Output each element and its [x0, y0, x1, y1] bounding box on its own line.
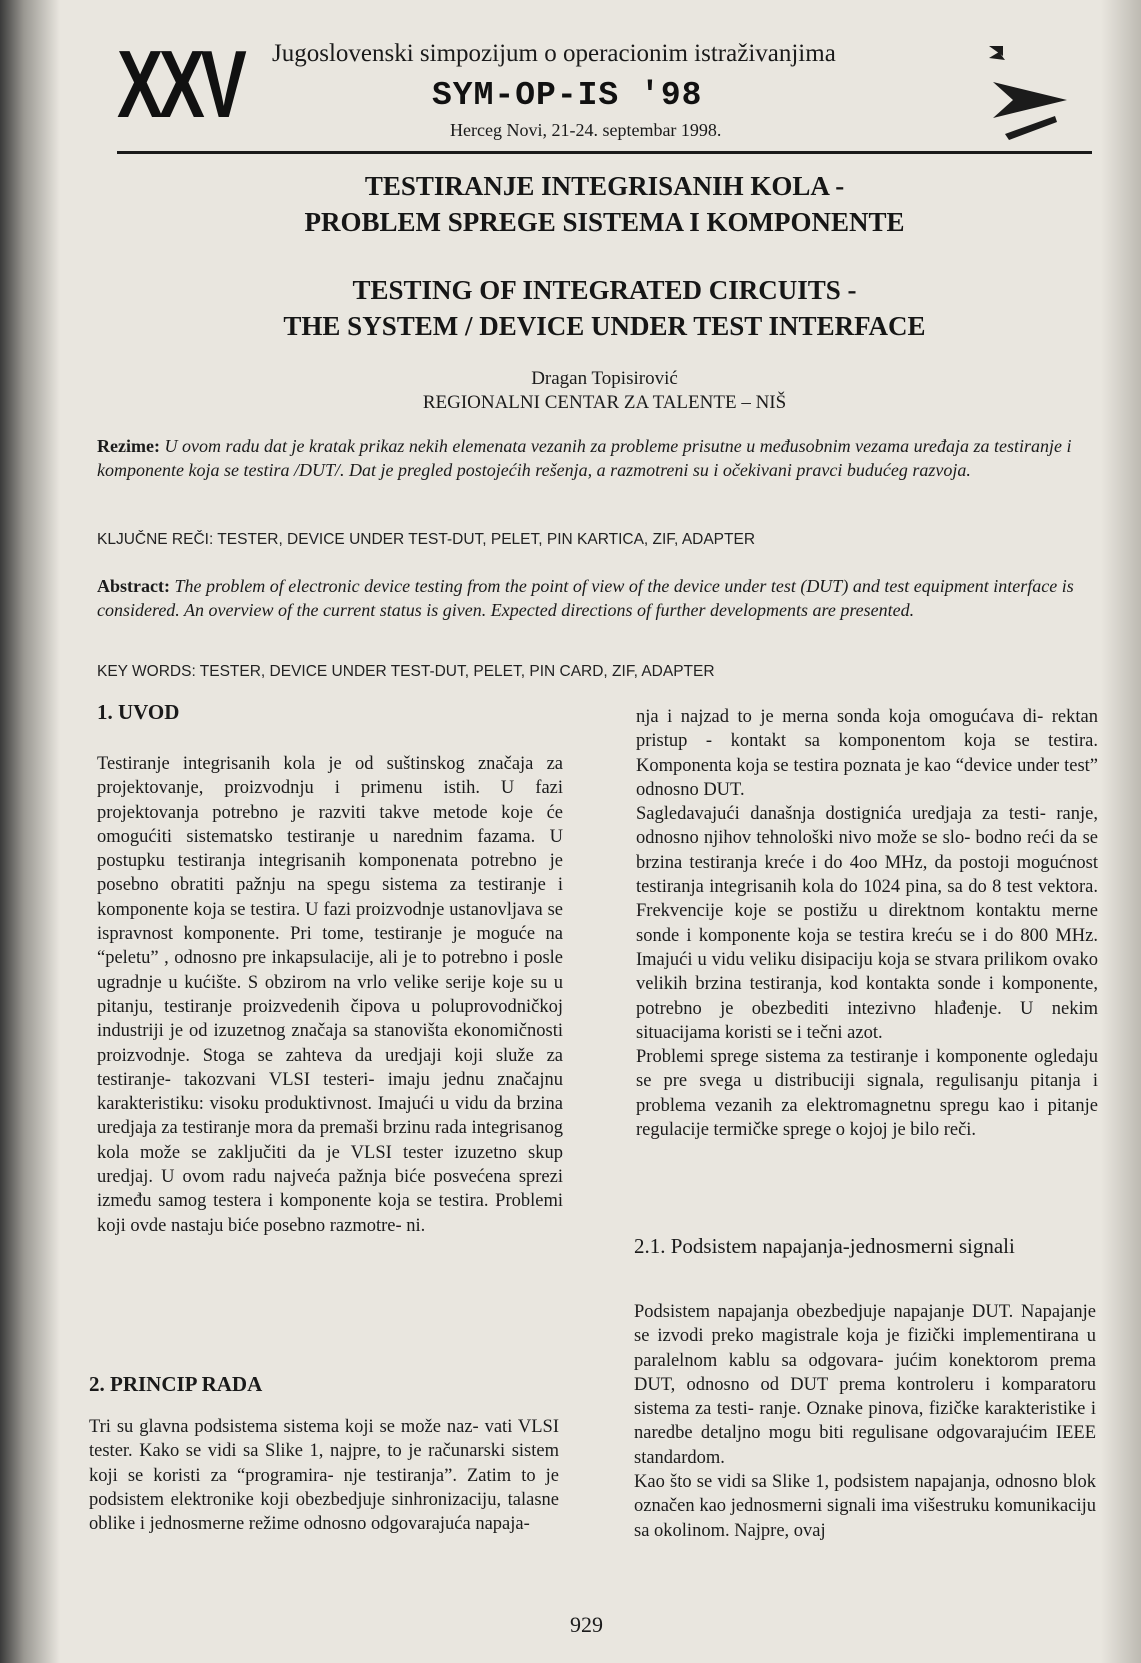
title-en-line2: THE SYSTEM / DEVICE UNDER TEST INTERFACE — [283, 311, 926, 341]
conference-logo-text: XXV — [117, 31, 243, 138]
section-1-paragraph: Testiranje integrisanih kola je od suštinskog značaja za projektovanje, proizvodnju i primenu istih. U fazi projektovanja potrebno je razviti takve metode koje će omogućiti sistematsko testiranje u narednim fazama. U postupku testiranja integrisanih komponenata potrebno je posebno obratiti pažnju na spegu sistema za testiranje i komponente koja se testira. U fazi proizvodnje ustanovljava se ispravnost komponente. Pri tome, testiranje je moguće na “peletu” , odnosno pre inkapsulacije, ali je to potrebno i posle ugradnje u kućište. S obzirom na vrlo velike serije koje su u pitanju, testiranje proizvedenih čipova u poluprovodničkoj industriji je od izuzetnog značaja sa stanovišta ekonomičnosti proizvodnje. Stoga se zahteva da uredjaji koji služe za testiranje- takozvani VLSI testeri- imaju jednu značajnu karakteristiku: visoku produktivnost. Imajući u vidu da brzina uredjaja za testiranje mora da premaši brzinu rada integrisanog kola može se zaključiti da je VLSI tester izuzetno skup uredjaj. U ovom radu najveća pažnja biće posvećena sprezi između samog testera i komponente koja se testira. Problemi koji ovde nastaju biće posebno razmotre- ni. — [97, 754, 563, 1236]
section-2-heading: 2. PRINCIP RADA — [89, 1372, 263, 1396]
author-name: Dragan Topisirović — [531, 368, 678, 389]
conference-place-date: Herceg Novi, 21-24. septembar 1998. — [450, 120, 722, 140]
right-paragraph-1: nja i najzad to je merna sonda koja omogućava di- rektan pristup - kontakt sa komponentom koja se testira. Komponenta koja se testira poznata je kao “device under test” odnosno DUT. — [636, 707, 1098, 800]
abstract-paragraph — [97, 574, 1087, 622]
right-paragraph-4: Podsistem napajanja obezbedjuje napajanje DUT. Napajanje se izvodi preko magistrale koja je fizički implementirana u paralelnom kablu sa odgovara- jućim konektorom prema DUT, odnosno od DUT prema kontroleru i komparatoru sistema za testi- ranje. Oznake pinova, fizičke karakteristike i naredbe detaljno mogu biti regulisane odgovarajućim IEEE standardom. — [634, 1302, 1096, 1468]
rezime-paragraph — [97, 434, 1087, 482]
conference-acronym: SYM-OP-IS '98 — [432, 77, 703, 114]
abstract-label: Abstract: — [97, 576, 170, 596]
page-number: 929 — [570, 1612, 603, 1637]
right-column-body-bottom — [634, 1300, 1096, 1543]
rezime-label: Rezime: — [97, 436, 160, 456]
section-2-paragraph: Tri su glavna podsistema sistema koji se može naz- vati VLSI tester. Kako se vidi sa Slike 1, najpre, to je računarski sistem koji se koristi za “programira- nje testiranja”. Zatim to je podsistem elektronike koji obezbedjuje sinhronizaciju, talasne oblike i jednosmerne režime odnosno odgovarajuća napaja- — [89, 1417, 559, 1535]
title-sr-line2: PROBLEM SPREGE SISTEMA I KOMPONENTE — [304, 207, 905, 237]
right-paragraph-2: Sagledavajući današnja dostignića uredjaja za testi- ranje, odnosno njihov tehnološki nivo može se slo- bodno reći da se brzina testiranja kreće i do 4oo MHz, da postoji mogućnost testiranja integrisanih kola do 1024 pina, sa do 8 test vektora. Frekvencije koje se postižu u direktnom kontaktu merne sonde i komponente koja se testira kreću se i do 800 MHz. Imajući u vidu veliku disipaciju koja se stvara prilikom ovako velikih brzina testiranja, kod kontakta sonde i komponente, potrebno je obezbediti intezivno hlađenje. U nekim situacijama koristi se i tečni azot. — [636, 804, 1098, 1043]
subsection-2-1-heading: 2.1. Podsistem napajanja-jednosmerni signali — [634, 1234, 1015, 1258]
abstract-text: The problem of electronic device testing from the point of view of the device under test (DUT) and test equipment interface is considered. An overview of the current status is given. Expected directions of further developments are presented. — [97, 576, 1074, 620]
rezime-text: U ovom radu dat je kratak prikaz nekih elemenata vezanih za probleme prisutne u međusobnim vezama uređaja za testiranje i komponente koja se testira /DUT/. Dat je pregled postojećih rešenja, a razmotreni su i očekivani pravci budućeg razvoja. — [97, 436, 1072, 480]
header-rule — [117, 151, 1092, 154]
title-en-line1: TESTING OF INTEGRATED CIRCUITS - — [352, 275, 857, 305]
conference-name: Jugoslovenski simpozijum o operacionim istraživanjima — [272, 40, 836, 67]
right-paragraph-5: Kao što se vidi sa Slike 1, podsistem napajanja, odnosno blok označen kao jednosmerni signali ima višestruku komunikaciju sa okolinom. Najpre, ovaj — [634, 1472, 1096, 1541]
keywords-sr: KLJUČNE REČI: TESTER, DEVICE UNDER TEST-DUT, PELET, PIN KARTICA, ZIF, ADAPTER — [97, 531, 756, 548]
page-edge-shadow — [1101, 0, 1141, 1663]
right-paragraph-3: Problemi sprege sistema za testiranje i komponente ogledaju se pre svega u distribuciji signala, regulisanju pitanja i problema vezanih za elektromagnetnu spregu kao i pitanje regulacije termičke sprege o kojoj je bilo reči. — [636, 1047, 1098, 1141]
title-sr-line1: TESTIRANJE INTEGRISANIH KOLA - — [364, 171, 845, 201]
right-column-body-top — [636, 705, 1098, 1142]
section-1-body — [97, 752, 563, 1238]
symposium-arrow-logo — [985, 42, 1075, 152]
section-2-body — [89, 1415, 559, 1536]
binding-shadow — [0, 0, 60, 1663]
author-affiliation: REGIONALNI CENTAR ZA TALENTE – NIŠ — [422, 392, 787, 413]
section-1-heading: 1. UVOD — [97, 700, 180, 724]
keywords-en: KEY WORDS: TESTER, DEVICE UNDER TEST-DUT, PELET, PIN CARD, ZIF, ADAPTER — [97, 663, 715, 680]
